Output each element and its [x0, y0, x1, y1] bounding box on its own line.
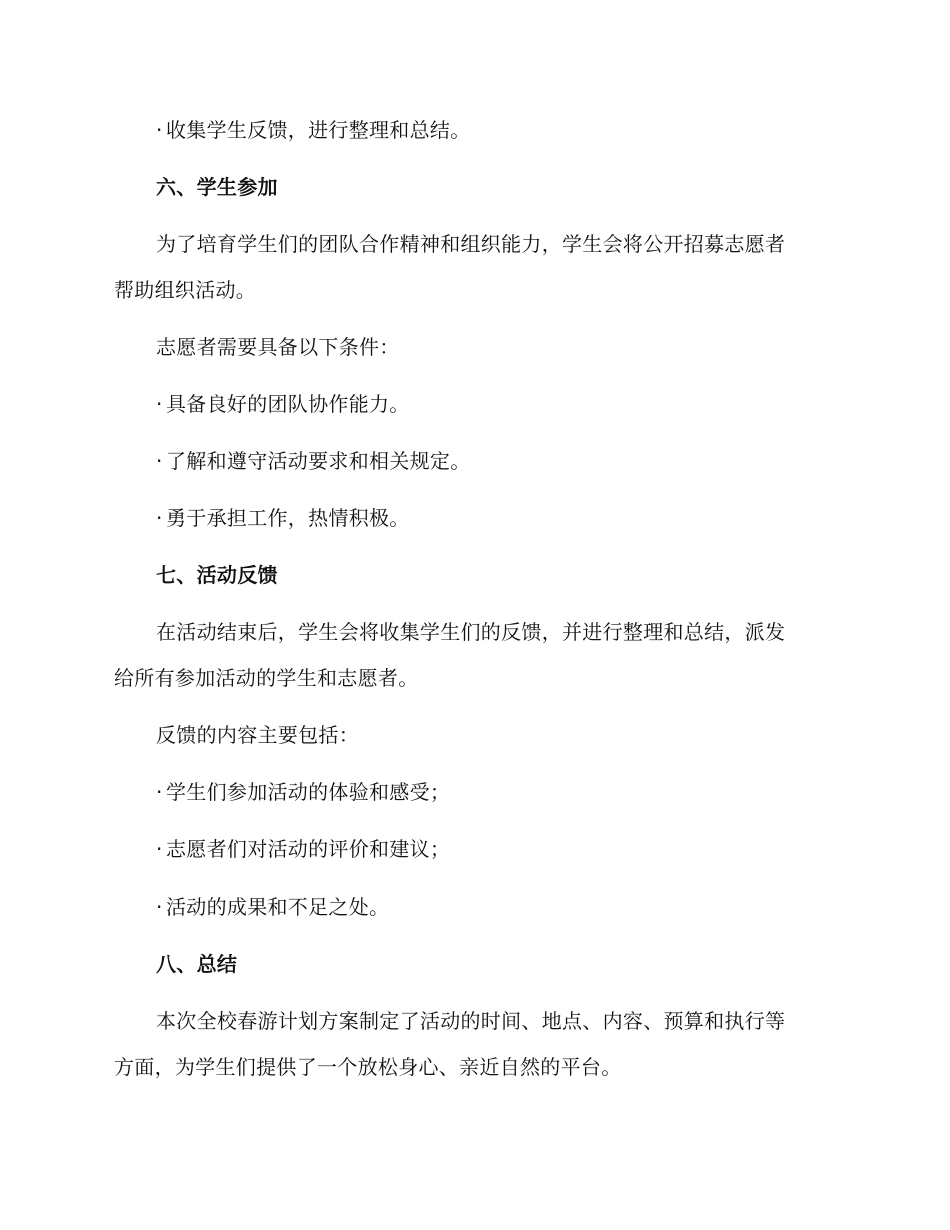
list-item: [156, 893, 389, 921]
list-item-text: 勇于承担工作，热情积极。: [166, 506, 410, 530]
section-heading: 七、活动反馈: [156, 563, 278, 587]
list-item-text: 学生们参加活动的体验和感受；: [166, 780, 451, 804]
paragraph-line: 给所有参加活动的学生和志愿者。: [114, 666, 419, 690]
bullet-icon: ·: [156, 780, 163, 804]
bullet-icon: ·: [156, 392, 163, 416]
document-page: [114, 0, 834, 1230]
list-item: [156, 447, 471, 475]
list-item-text: 活动的成果和不足之处。: [166, 895, 390, 919]
list-item-text: 收集学生反馈，进行整理和总结。: [166, 118, 471, 142]
paragraph-line: 为了培育学生们的团队合作精神和组织能力，学生会将公开招募志愿者: [156, 232, 786, 256]
paragraph: 志愿者需要具备以下条件：: [156, 335, 400, 359]
list-item-text: 志愿者们对活动的评价和建议；: [166, 837, 451, 861]
list-item: [156, 778, 450, 806]
section-heading: 八、总结: [156, 952, 238, 976]
bullet-icon: ·: [156, 118, 163, 142]
paragraph-line: 帮助组织活动。: [114, 278, 257, 302]
list-item: [156, 390, 410, 418]
paragraph-line: 本次全校春游计划方案制定了活动的时间、地点、内容、预算和执行等: [156, 1009, 786, 1033]
bullet-icon: ·: [156, 506, 163, 530]
list-item-text: 具备良好的团队协作能力。: [166, 392, 410, 416]
paragraph: 反馈的内容主要包括：: [156, 723, 359, 747]
list-item: [156, 835, 450, 863]
bullet-icon: ·: [156, 449, 163, 473]
list-item-text: 了解和遵守活动要求和相关规定。: [166, 449, 471, 473]
paragraph-line: 在活动结束后，学生会将收集学生们的反馈，并进行整理和总结，派发: [156, 620, 786, 644]
list-item: [156, 504, 410, 532]
paragraph-line: 方面，为学生们提供了一个放松身心、亲近自然的平台。: [114, 1055, 622, 1079]
bullet-icon: ·: [156, 895, 163, 919]
list-item: [156, 116, 471, 144]
bullet-icon: ·: [156, 837, 163, 861]
section-heading: 六、学生参加: [156, 175, 278, 199]
